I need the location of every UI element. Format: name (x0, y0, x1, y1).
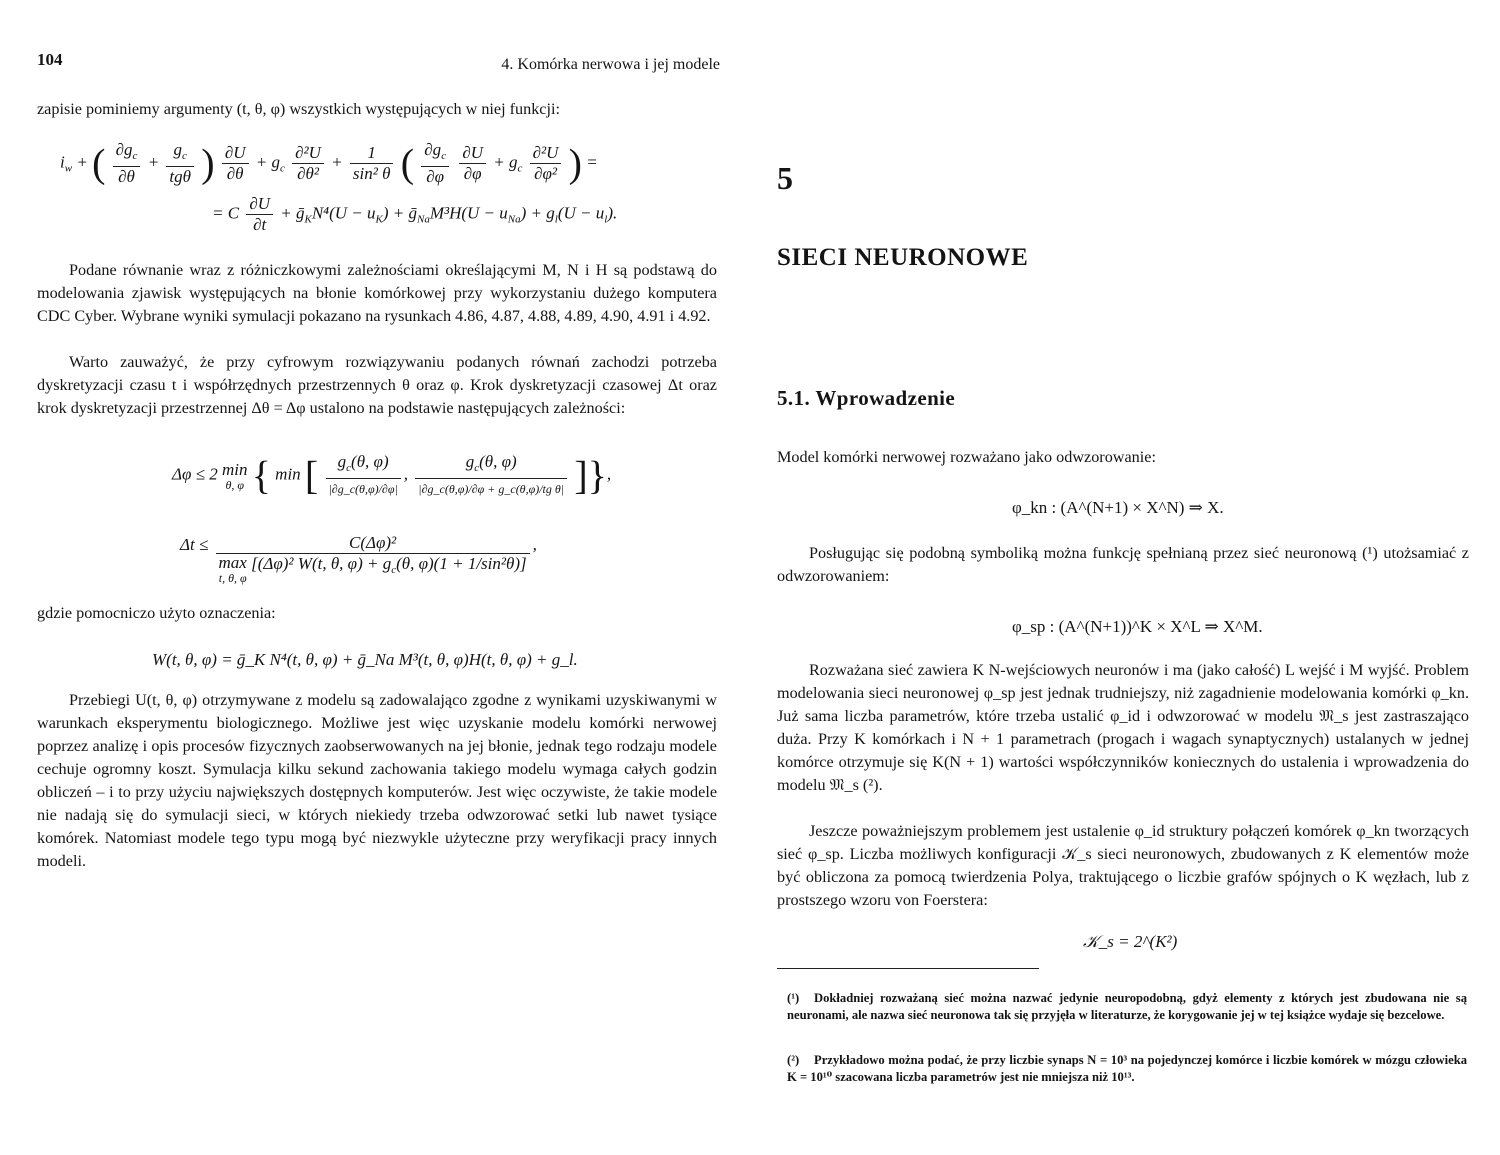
paragraph-4: Jeszcze poważniejszym problemem jest ustalenie φ_id struktury połączeń komórek φ_kn tworzących sieć φ_sp. Liczba możliwych konfiguracji 𝒦_s sieci neuronowych, zbudowanych z K elementów może być obliczona za pomocą twierdzenia Polya, traktującego o liczbie grafów spójnych o K węzłach, lub z prostszego wzoru von Foerstera: (777, 822, 1469, 909)
eq1-lhs-sub: w (64, 162, 73, 175)
equation-1: φ_kn : (A^(N+1) × X^N) ⇒ X. (1012, 498, 1224, 517)
equation-1-line-1: $i_w$ + ( $\frac{\partial g_c}{\partial\theta}$ + $\frac{g_c}{\text{tgθ}}$ ) $\frac{\partial U}{\partial\theta}$ + $g_c$ $\frac{\text{∂²U}}{\text{∂θ²}}$ + $\frac{1}{\text{sin² θ}}$ ( $\frac{\partial g_c}{\partial\varphi}$ $\frac{\partial U}{\partial\varphi}$ + $g_c$ $\frac{\text{∂²U}}{\text{∂φ²}}$ ) = (60, 140, 598, 186)
eq1-frac-e: $\frac{1}{\text{sin² θ}}$ (350, 143, 394, 184)
paragraph-3: Rozważana sieć zawiera K N-wejściowych neuronów i ma (jako całość) L wejść i M wyjść. Problem modelowania sieci neuronowej φ_sp jest jednak trudniejszy, niż zagadnienie modelowania komórki φ_kn. Już sama liczba parametrów, które trzeba ustalić φ_id i odwzorować w modelu 𝔐_s jest zastraszająco duża. Przy K komórkach i N + 1 parametrach (progach i wagach synaptycznych) ustalanych w jednej komórce otrzymuje się K(N + 1) wartości współczynników koniecznych do ustalenia i wprowadzenia do modelu 𝔐_s (²). (777, 661, 1469, 794)
footnote-rule (777, 968, 1039, 969)
eq2-frac-2: $\frac{g_c(\theta, \varphi)}{\text{|∂g\_c(θ,φ)/∂φ + g\_c(θ,φ)/tg θ|}}$ (415, 452, 567, 499)
eq1-frac-c: $\frac{\partial U}{\partial\theta}$ (222, 143, 249, 184)
equation-4: W(t, θ, φ) = ḡ_K N⁴(t, θ, φ) + ḡ_Na M³(t, θ, φ)H(t, θ, φ) + g_l. (152, 650, 578, 669)
footnote-2-mark: (²) (787, 1053, 800, 1067)
eq1-frac-f: $\frac{\partial g_c}{\partial\varphi}$ (421, 140, 449, 187)
paragraph-2: Warto zauważyć, że przy cyfrowym rozwiązywaniu podanych równań zachodzi potrzeba dyskretyzacji czasu t i współrzędnych przestrzennych θ oraz φ. Krok dyskretyzacji czasowej Δt oraz krok dyskretyzacji przestrzennej Δθ = Δφ ustalono na podstawie następujących zależności: (37, 353, 717, 417)
equation-2: φ_sp : (A^(N+1))^K × X^L ⇒ X^M. (1012, 617, 1263, 636)
section-title: 5.1. Wprowadzenie (777, 386, 956, 410)
right-page (750, 0, 1500, 1155)
footnote-2 (787, 1052, 1467, 1086)
equation-3: 𝒦_s = 2^(K²) (1083, 932, 1178, 951)
eq1-frac-g: $\frac{\partial U}{\partial\varphi}$ (459, 143, 486, 184)
paragraph-2: Posługując się podobną symboliką można funkcję spełnianą przez sieć neuronową (¹) utożsamiać z odwzorowaniem: (777, 544, 1469, 585)
footnote-1-text: Dokładniej rozważaną sieć można nazwać jedynie neuropodobną, gdyż elementy z których jest zbudowana nie są neuronami, ale nazwa sieć neuronowa tak się przyjęła w literaturze, że korygowanie jej w tej książce wydaje się bezcelowe. (787, 991, 1467, 1022)
eq3-frac: C(Δφ)² max t, θ, φ [(Δφ)² W(t, θ, $\varphi) + g_c(\theta$, φ)(1 + 1/sin²θ)] (216, 533, 530, 584)
chapter-number: 5 (777, 160, 793, 196)
eq1-frac-d: $\frac{\text{∂²U}}{\text{∂θ²}}$ (292, 143, 324, 184)
paragraph-4: Przebiegi U(t, θ, φ) otrzymywane z modelu są zadowalająco zgodne z wynikami uzyskiwanymi w warunkach eksperymentu biologicznego. Możliwe jest więc uzyskanie modelu komórki nerwowej poprzez analizę i opis procesów fizycznych zaobserwowanych na jej błonie, jednak tego rodzaju modele cechuje ogromny koszt. Symulacja kilku sekund zachowania takiego modelu wymaga całych godzin obliczeń – i to przy użyciu największych dostępnych komputerów. Jest więc oczywiste, że takie modele nie nadają się do symulacji sieci, w których niekiedy trzeba odwzorować setki lub nawet tysiące komórek. Natomiast modele tego typu mogą być niezwykle użyteczne przy weryfikacji pracy innych modeli. (37, 691, 717, 870)
intro-text: zapisie pominiemy argumenty (t, θ, φ) wszystkich występujących w niej funkcji: (37, 100, 560, 118)
running-head: 4. Komórka nerwowa i jej modele (501, 56, 720, 73)
page-number: 104 (37, 50, 63, 69)
paragraph-3: gdzie pomocniczo użyto oznaczenia: (37, 604, 276, 622)
equation-2: Δφ ≤ 2 min θ, φ { min [ $\frac{g_c(\theta, \varphi)}{|\partial g\_c(\theta,\varphi)/\partial\varphi|}$ , $\frac{g_c(\theta, \varphi)}{\text{|∂g\_c(θ,φ)/∂φ + g\_c(θ,φ)/tg θ|}}$ ]}, (172, 452, 612, 498)
equation-3: Δt ≤ C(Δφ)² max t, θ, φ [(Δφ)² W(t, θ, $\varphi) + g_c(\theta$, φ)(1 + 1/sin²θ)] , (180, 533, 537, 585)
eq1-lhs: i (60, 152, 65, 172)
chapter-title: SIECI NEURONOWE (777, 244, 1029, 271)
eq2-min: min θ, φ (221, 459, 248, 492)
footnote-2-text: Przykładowo można podać, że przy liczbie synaps N = 10³ na pojedynczej komórce i liczbie komórek w mózgu człowieka K = 10¹⁰ szacowana liczba parametrów jest nie mniejsza niż 10¹³. (787, 1053, 1467, 1084)
paragraph-1: Podane równanie wraz z różniczkowymi zależnościami określającymi M, N i H są podstawą do modelowania zjawisk występujących na błonie komórkowej przy wykorzystaniu dużego komputera CDC Cyber. Wybrane wyniki symulacji pokazano na rysunkach 4.86, 4.87, 4.88, 4.89, 4.90, 4.91 i 4.92. (37, 261, 717, 325)
eq2-frac-1: $\frac{g_c(\theta, \varphi)}{|\partial g\_c(\theta,\varphi)/\partial\varphi|}$ (326, 452, 401, 499)
paragraph-1: Model komórki nerwowej rozważano jako odwzorowanie: (777, 448, 1156, 466)
eq1-frac-b: $\frac{g_c}{\text{tgθ}}$ (166, 140, 194, 187)
eq1-frac-h: $\frac{\text{∂²U}}{\text{∂φ²}}$ (530, 143, 562, 184)
footnote-1 (787, 990, 1467, 1024)
eq1-frac-i: $\frac{\partial U}{\partial t}$ (246, 194, 273, 235)
footnote-1-mark: (¹) (787, 991, 800, 1005)
equation-1-line-2: = C $\frac{\partial U}{\partial t}$ + ḡ$_K$N⁴(U − $u_K$) + ḡ$_{Na}$M³H(U − $u_{Na}) + g_l(U - u_l)$. (212, 194, 618, 234)
eq1-frac-a: $\frac{\partial g_c}{\partial\theta}$ (113, 140, 141, 187)
